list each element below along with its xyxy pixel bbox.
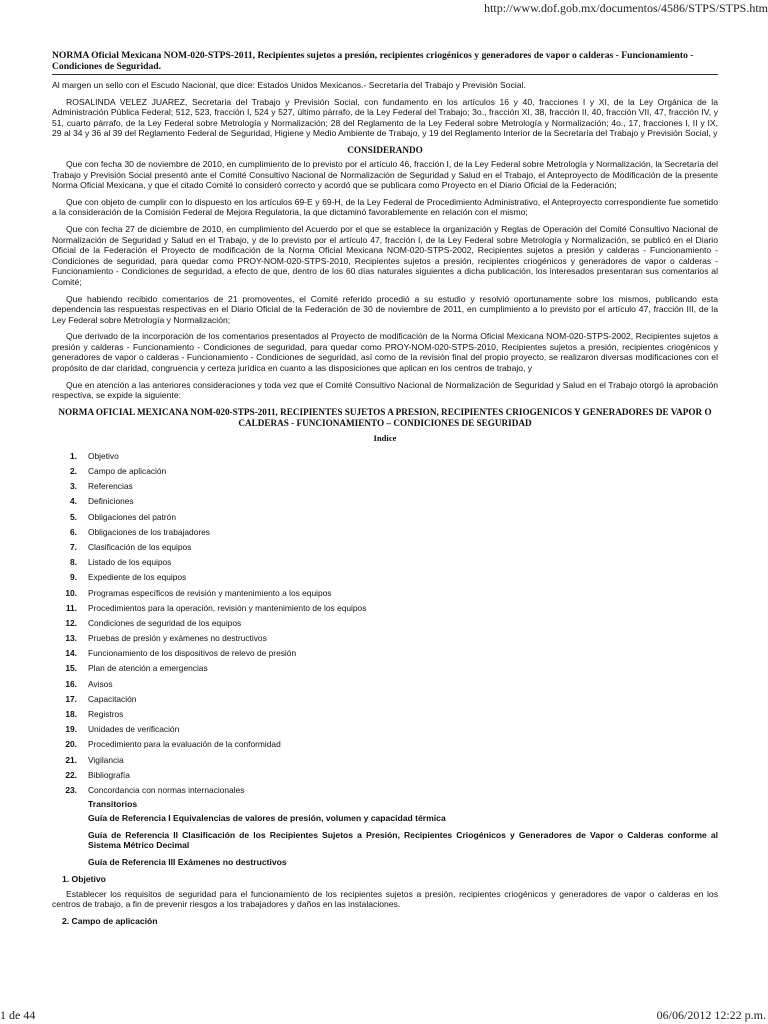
index-number: 18. — [65, 709, 77, 720]
index-number: 7. — [70, 541, 77, 552]
index-item — [52, 449, 718, 464]
index-label: Registros — [88, 709, 124, 720]
section-heading-objetivo: 1. Objetivo — [62, 873, 106, 884]
index-item — [52, 616, 718, 631]
index-number: 2. — [70, 466, 77, 477]
index-item — [52, 646, 718, 661]
index-label: Objetivo — [88, 450, 119, 461]
index-label: Obligaciones del patrón — [88, 511, 176, 522]
index-label: Concordancia con normas internacionales — [88, 784, 245, 795]
index-heading: Indice — [373, 432, 397, 443]
index-number: 13. — [65, 633, 77, 644]
index-item — [52, 768, 718, 783]
index-number: 22. — [65, 769, 77, 780]
index-number: 11. — [65, 602, 77, 613]
index-number: 9. — [70, 572, 77, 583]
index-item — [52, 479, 718, 494]
considerando-paragraph: Que con fecha 27 de diciembre de 2010, en cumplimiento del Acuerdo por el que se establece la organización y Reglas de Operación del Comité Consultivo Nacional de Normalización de Seguridad y Salud en el Trabajo, y de lo previsto por el artículo 47, fracción I, de la Ley Federal sobre Metrología y Normalización, se publicó en el Diario Oficial de la Federación el Proyecto de modificación de la Norma Oficial Mexicana NOM-020-STPS-2002, Recipientes sujetos a presión y calderas - Funcionamiento - Condiciones de seguridad, para quedar como PROY-NOM-020-STPS-2010, Recipientes sujetos a presión, recipientes criogénicos y generadores de vapor o calderas - Funcionamiento - Condiciones de seguridad, a efecto de que, dentro de los 60 días naturales siguientes a dicha publicación, los interesados presentaran sus comentarios al Comité; — [52, 223, 718, 287]
index-number: 6. — [70, 526, 77, 537]
index-item — [52, 737, 718, 752]
reference-guide-item: Guía de Referencia I Equivalencias de valores de presión, volumen y capacidad térmica — [88, 813, 446, 824]
index-number: 8. — [70, 557, 77, 568]
print-url: http://www.dof.gob.mx/documentos/4586/STPS/STPS.htm — [484, 1, 768, 15]
index-number: 16. — [65, 678, 77, 689]
index-label: Unidades de verificación — [88, 724, 180, 735]
reference-guide-item: Guía de Referencia III Exámenes no destructivos — [88, 856, 287, 867]
index-label: Definiciones — [88, 496, 134, 507]
page-counter: 1 de 44 — [0, 1008, 36, 1022]
norma-heading: NORMA OFICIAL MEXICANA NOM-020-STPS-2011, RECIPIENTES SUJETOS A PRESION, RECIPIENTES CRIOGENICOS Y GENERADORES DE VAPOR O CALDERAS - FUNCIONAMIENTO – CONDICIONES DE SEGURIDAD — [58, 406, 712, 428]
index-item — [52, 631, 718, 646]
document-page — [52, 50, 718, 931]
index-number: 4. — [70, 496, 77, 507]
index-number: 17. — [65, 693, 77, 704]
index-item — [52, 494, 718, 509]
index-label: Avisos — [88, 678, 113, 689]
index-item — [52, 783, 718, 798]
considerando-paragraph: Que con fecha 30 de noviembre de 2010, en cumplimiento de lo previsto por el artículo 46, fracción I, de la Ley Federal sobre Metrología y Normalización, la Secretaría del Trabajo y Previsión Social presentó ante el Comité Consultivo Nacional de Normalización de Seguridad y Salud en el Trabajo, el Anteproyecto de Modificación de la presente Norma Oficial Mexicana, y que el citado Comité lo consideró correcto y acordó que se publicara como Proyecto en el Diario Oficial de la Federación; — [52, 158, 718, 191]
index-item — [52, 540, 718, 555]
index-item — [52, 692, 718, 707]
index-number: 21. — [65, 754, 77, 765]
index-label: Procedimientos para la operación, revisión y mantenimiento de los equipos — [88, 602, 367, 613]
index-item — [52, 570, 718, 585]
index-label: Capacitación — [88, 693, 137, 704]
considerando-paragraph: Que derivado de la incorporación de los comentarios presentados al Proyecto de modificación de la Norma Oficial Mexicana NOM-020-STPS-2002, Recipientes sujetos a presión y calderas - Funcionamiento - Condiciones de seguridad, para quedar como PROY-NOM-020-STPS-2010, Recipientes sujetos a presión, recipientes criogénicos y generadores de vapor o calderas - Funcionamiento - Condiciones de seguridad, así como de la revisión final del propio proyecto, se realizaron diversas modificaciones con el propósito de dar claridad, congruencia y certeza jurídica en cuanto a las disposiciones que aplican en los centros de trabajo, y — [52, 331, 718, 374]
index-item — [52, 601, 718, 616]
index-item — [52, 464, 718, 479]
index-number: 1. — [70, 450, 77, 461]
index-number: 12. — [65, 617, 77, 628]
index-label: Referencias — [88, 481, 133, 492]
index-item — [52, 586, 718, 601]
index-label: Listado de los equipos — [88, 557, 172, 568]
index-label: Condiciones de seguridad de los equipos — [88, 617, 242, 628]
index-label: Programas específicos de revisión y mantenimiento a los equipos — [88, 587, 332, 598]
margin-note: Al margen un sello con el Escudo Nacional, que dice: Estados Unidos Mexicanos.- Secretaría del Trabajo y Previsión Social. — [52, 80, 526, 90]
preamble-paragraph: ROSALINDA VELEZ JUAREZ, Secretaria del Trabajo y Previsión Social, con fundamento en los artículos 16 y 40, fracciones I y XI, de la Ley Orgánica de la Administración Pública Federal; 512, 523, fracción I, 524 y 527, último párrafo, de la Ley Federal del Trabajo; 3o., fracción XI, 38, fracción II, 40, fracción VII, 47, fracción IV, y 51, cuarto párrafo, de la Ley Federal sobre Metrología y Normalización; 28 del Reglamento de la Ley Federal sobre Metrología y Normalización; 4o., 17, fracciones I, II y IX, 29 al 34 y 36 al 39 del Reglamento Federal de Seguridad, Higiene y Medio Ambiente de Trabajo, y 19 del Reglamento Interior de la Secretaría del Trabajo y Previsión Social, y — [52, 96, 718, 139]
index-label: Obligaciones de los trabajadores — [88, 526, 210, 537]
section-objetivo-text: Establecer los requisitos de seguridad para el funcionamiento de los recipientes sujetos a presión, recipientes criogénicos y generadores de vapor o calderas en los centros de trabajo, a fin de prevenir riesgos a los trabajadores y daños en las instalaciones. — [52, 888, 718, 910]
index-number: 14. — [65, 648, 77, 659]
index-item — [52, 753, 718, 768]
index-item — [52, 555, 718, 570]
index-item — [52, 722, 718, 737]
index-item — [52, 707, 718, 722]
index-number: 3. — [70, 481, 77, 492]
print-timestamp: 06/06/2012 12:22 p.m. — [656, 1008, 766, 1022]
index-item — [52, 510, 718, 525]
index-label: Clasificación de los equipos — [88, 541, 192, 552]
index-number: 10. — [65, 587, 77, 598]
title-rule — [52, 74, 718, 75]
considerando-paragraph: Que en atención a las anteriores consideraciones y toda vez que el Comité Consultivo Nacional de Normalización de Seguridad y Salud en el Trabajo otorgó la aprobación respectiva, se expide la siguiente: — [52, 379, 718, 401]
index-label: Procedimiento para la evaluación de la conformidad — [88, 739, 281, 750]
considerando-paragraph: Que habiendo recibido comentarios de 21 promoventes, el Comité referido procedió a su estudio y resolvió oportunamente sobre los mismos, publicando esta dependencia las respuestas respectivas en el Diario Oficial de la Federación de 30 de noviembre de 2011, en cumplimiento a lo previsto por el artículo 47, fracción III, de la Ley Federal sobre Metrología y Normalización; — [52, 293, 718, 325]
index-item — [52, 661, 718, 676]
index-label: Campo de aplicación — [88, 466, 167, 477]
section-heading-campo: 2. Campo de aplicación — [62, 915, 158, 926]
considerando-paragraph: Que con objeto de cumplir con lo dispuesto en los artículos 69-E y 69-H, de la Ley Federal de Procedimiento Administrativo, el Anteproyecto correspondiente fue sometido a la consideración de la Comisión Federal de Mejora Regulatoria, la que dictaminó favorablemente en relación con el mismo; — [52, 196, 718, 218]
reference-guide-item: Guía de Referencia II Clasificación de los Recipientes Sujetos a Presión, Recipientes Criogénicos y Generadores de Vapor o Calderas conforme al Sistema Métrico Decimal — [88, 829, 718, 851]
index-number: 5. — [70, 511, 77, 522]
index-label: Bibliografía — [88, 769, 130, 780]
index-item — [52, 677, 718, 692]
index-number: 23. — [65, 784, 77, 795]
considerando-heading: CONSIDERANDO — [347, 144, 423, 155]
index-label: Expediente de los equipos — [88, 572, 187, 583]
index-number: 20. — [65, 739, 77, 750]
index-label: Funcionamiento de los dispositivos de relevo de presión — [88, 648, 297, 659]
index-label: Vigilancia — [88, 754, 124, 765]
index-item — [52, 525, 718, 540]
index-number: 15. — [65, 663, 77, 674]
index-list — [52, 449, 718, 798]
index-number: 19. — [65, 724, 77, 735]
transitorios-heading: Transitorios — [88, 799, 138, 810]
document-title: NORMA Oficial Mexicana NOM-020-STPS-2011, Recipientes sujetos a presión, recipientes criogénicos y generadores de vapor o calderas - Funcionamiento - Condiciones de Seguridad. — [52, 50, 694, 72]
index-label: Plan de atención a emergencias — [88, 663, 208, 674]
index-label: Pruebas de presión y exámenes no destructivos — [88, 633, 267, 644]
